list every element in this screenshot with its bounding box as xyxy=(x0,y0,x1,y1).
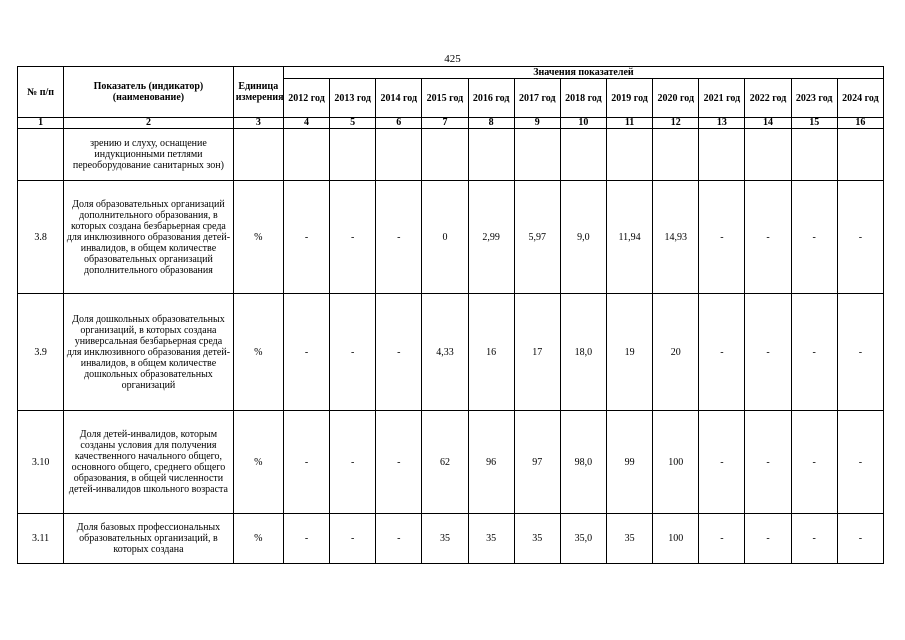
value-cell xyxy=(791,129,837,181)
value-cell: 35 xyxy=(607,514,653,564)
value-cell: 35 xyxy=(468,514,514,564)
header-year: 2018 год xyxy=(560,79,606,118)
value-cell: 5,97 xyxy=(514,181,560,294)
value-cell: - xyxy=(699,411,745,514)
table-row xyxy=(18,411,884,514)
header-year: 2012 год xyxy=(283,79,329,118)
value-cell: 100 xyxy=(653,514,699,564)
value-cell xyxy=(607,129,653,181)
value-cell xyxy=(514,129,560,181)
header-year: 2022 год xyxy=(745,79,791,118)
row-number: 3.8 xyxy=(18,181,64,294)
unit-cell: % xyxy=(233,411,283,514)
value-cell: - xyxy=(330,294,376,411)
header-year: 2014 год xyxy=(376,79,422,118)
value-cell xyxy=(330,129,376,181)
unit-cell: % xyxy=(233,294,283,411)
value-cell: - xyxy=(283,411,329,514)
value-cell: 18,0 xyxy=(560,294,606,411)
value-cell: - xyxy=(791,514,837,564)
value-cell: 35,0 xyxy=(560,514,606,564)
value-cell: - xyxy=(376,514,422,564)
value-cell: 35 xyxy=(514,514,560,564)
header-unit: Единица измерения xyxy=(233,67,283,118)
header-row-1 xyxy=(18,67,884,79)
value-cell: - xyxy=(699,514,745,564)
value-cell: 98,0 xyxy=(560,411,606,514)
column-number: 14 xyxy=(745,118,791,129)
column-number: 2 xyxy=(64,118,234,129)
value-cell: 20 xyxy=(653,294,699,411)
value-cell: - xyxy=(330,411,376,514)
unit-cell: % xyxy=(233,514,283,564)
header-year: 2017 год xyxy=(514,79,560,118)
column-number: 12 xyxy=(653,118,699,129)
indicator-table xyxy=(17,66,884,564)
value-cell xyxy=(468,129,514,181)
header-year: 2024 год xyxy=(837,79,883,118)
value-cell: 100 xyxy=(653,411,699,514)
value-cell: 17 xyxy=(514,294,560,411)
indicator-name: Доля детей-инвалидов, которым созданы условия для получения качественного начального общего, основного общего, среднего общего образования, в общей численности детей-инвалидов школьного возраста xyxy=(64,411,234,514)
value-cell xyxy=(560,129,606,181)
column-number: 10 xyxy=(560,118,606,129)
value-cell xyxy=(745,129,791,181)
unit-cell xyxy=(233,129,283,181)
value-cell: - xyxy=(330,181,376,294)
value-cell: 14,93 xyxy=(653,181,699,294)
table-row xyxy=(18,129,884,181)
value-cell: - xyxy=(283,294,329,411)
header-indicator: Показатель (индикатор) (наименование) xyxy=(64,67,234,118)
value-cell: - xyxy=(376,294,422,411)
column-number: 7 xyxy=(422,118,468,129)
column-number: 6 xyxy=(376,118,422,129)
value-cell: - xyxy=(791,294,837,411)
page-number: 425 xyxy=(444,53,461,65)
value-cell: - xyxy=(791,181,837,294)
indicator-name: зрению и слуху, оснащение индукционными петлями переоборудование санитарных зон) xyxy=(64,129,234,181)
indicator-name: Доля образовательных организаций дополнительного образования, в которых создана безбарьерная среда для инклюзивного образования детей-инвалидов, в общем количестве образовательных организаций дополнительного образования xyxy=(64,181,234,294)
value-cell: 16 xyxy=(468,294,514,411)
value-cell: - xyxy=(283,181,329,294)
value-cell: 35 xyxy=(422,514,468,564)
header-year: 2020 год xyxy=(653,79,699,118)
value-cell: 11,94 xyxy=(607,181,653,294)
header-year: 2015 год xyxy=(422,79,468,118)
indicator-name: Доля дошкольных образовательных организаций, в которых создана универсальная безбарьерная среда для инклюзивного образования детей-инвалидов, в общем количестве дошкольных образовательных организаций xyxy=(64,294,234,411)
column-number: 5 xyxy=(330,118,376,129)
table-row xyxy=(18,294,884,411)
row-number: 3.10 xyxy=(18,411,64,514)
value-cell: - xyxy=(837,181,883,294)
column-number: 13 xyxy=(699,118,745,129)
value-cell: - xyxy=(745,411,791,514)
value-cell: - xyxy=(837,411,883,514)
value-cell: 19 xyxy=(607,294,653,411)
column-number: 8 xyxy=(468,118,514,129)
value-cell: - xyxy=(791,411,837,514)
value-cell xyxy=(283,129,329,181)
value-cell: 0 xyxy=(422,181,468,294)
value-cell xyxy=(376,129,422,181)
table-body xyxy=(18,129,884,564)
value-cell: - xyxy=(745,294,791,411)
column-number: 11 xyxy=(607,118,653,129)
value-cell: - xyxy=(745,181,791,294)
value-cell: - xyxy=(837,294,883,411)
table-row xyxy=(18,181,884,294)
value-cell xyxy=(422,129,468,181)
row-number xyxy=(18,129,64,181)
value-cell: 9,0 xyxy=(560,181,606,294)
column-number: 4 xyxy=(283,118,329,129)
value-cell: - xyxy=(837,514,883,564)
value-cell: - xyxy=(376,411,422,514)
value-cell: 4,33 xyxy=(422,294,468,411)
value-cell xyxy=(653,129,699,181)
value-cell: - xyxy=(699,181,745,294)
value-cell: - xyxy=(283,514,329,564)
value-cell xyxy=(837,129,883,181)
row-number: 3.11 xyxy=(18,514,64,564)
table-row xyxy=(18,514,884,564)
header-num: № п/п xyxy=(18,67,64,118)
header-year: 2013 год xyxy=(330,79,376,118)
unit-cell: % xyxy=(233,181,283,294)
value-cell: 96 xyxy=(468,411,514,514)
header-year: 2016 год xyxy=(468,79,514,118)
header-values: Значения показателей xyxy=(283,67,883,79)
header-year: 2023 год xyxy=(791,79,837,118)
value-cell: - xyxy=(699,294,745,411)
value-cell: - xyxy=(330,514,376,564)
value-cell: - xyxy=(745,514,791,564)
row-number: 3.9 xyxy=(18,294,64,411)
indicator-name: Доля базовых профессиональных образовательных организаций, в которых создана xyxy=(64,514,234,564)
value-cell: 62 xyxy=(422,411,468,514)
value-cell: - xyxy=(376,181,422,294)
column-number: 15 xyxy=(791,118,837,129)
column-numbers-row xyxy=(18,118,884,129)
value-cell: 2,99 xyxy=(468,181,514,294)
column-number: 3 xyxy=(233,118,283,129)
header-year: 2021 год xyxy=(699,79,745,118)
header-year: 2019 год xyxy=(607,79,653,118)
value-cell xyxy=(699,129,745,181)
column-number: 9 xyxy=(514,118,560,129)
value-cell: 97 xyxy=(514,411,560,514)
column-number: 16 xyxy=(837,118,883,129)
value-cell: 99 xyxy=(607,411,653,514)
column-number: 1 xyxy=(18,118,64,129)
